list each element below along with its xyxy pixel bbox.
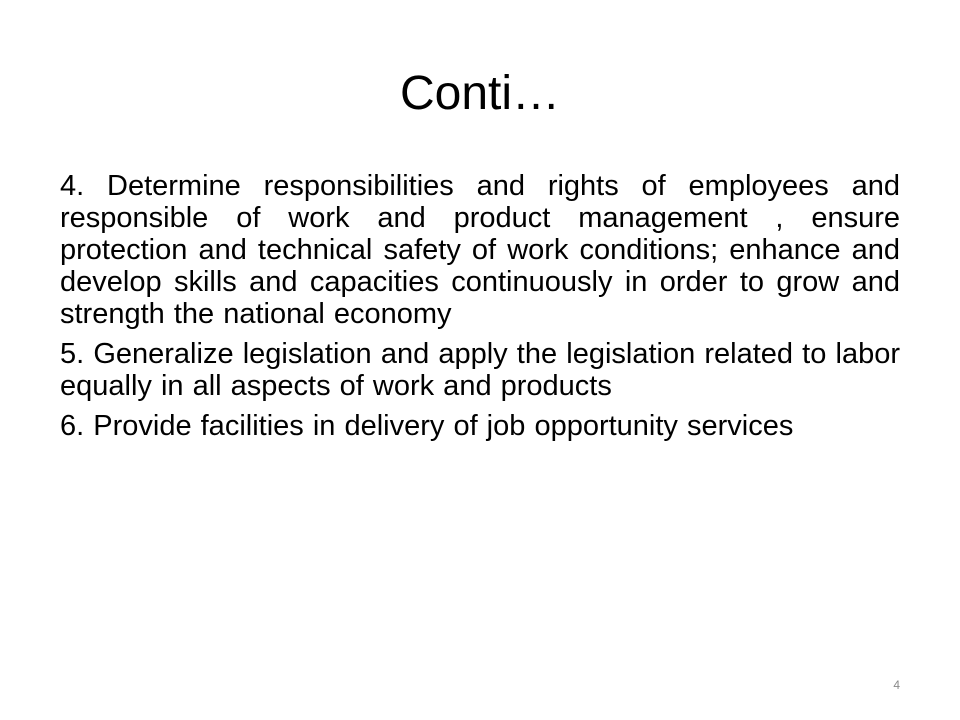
paragraph-item-4: 4. Determine responsibilities and rights of employees and responsible of work and product management , ensure protection and technical safety of work conditions; enhance and develop skills and capacities continuously in order to grow and strength the national economy <box>60 170 900 330</box>
paragraph-item-5: 5. Generalize legislation and apply the legislation related to labor equally in all aspects of work and products <box>60 338 900 402</box>
slide-body <box>60 170 900 450</box>
slide-title: Conti… <box>399 67 561 120</box>
page-number: 4 <box>893 678 900 692</box>
paragraph-item-6: 6. Provide facilities in delivery of job opportunity services <box>60 410 794 442</box>
